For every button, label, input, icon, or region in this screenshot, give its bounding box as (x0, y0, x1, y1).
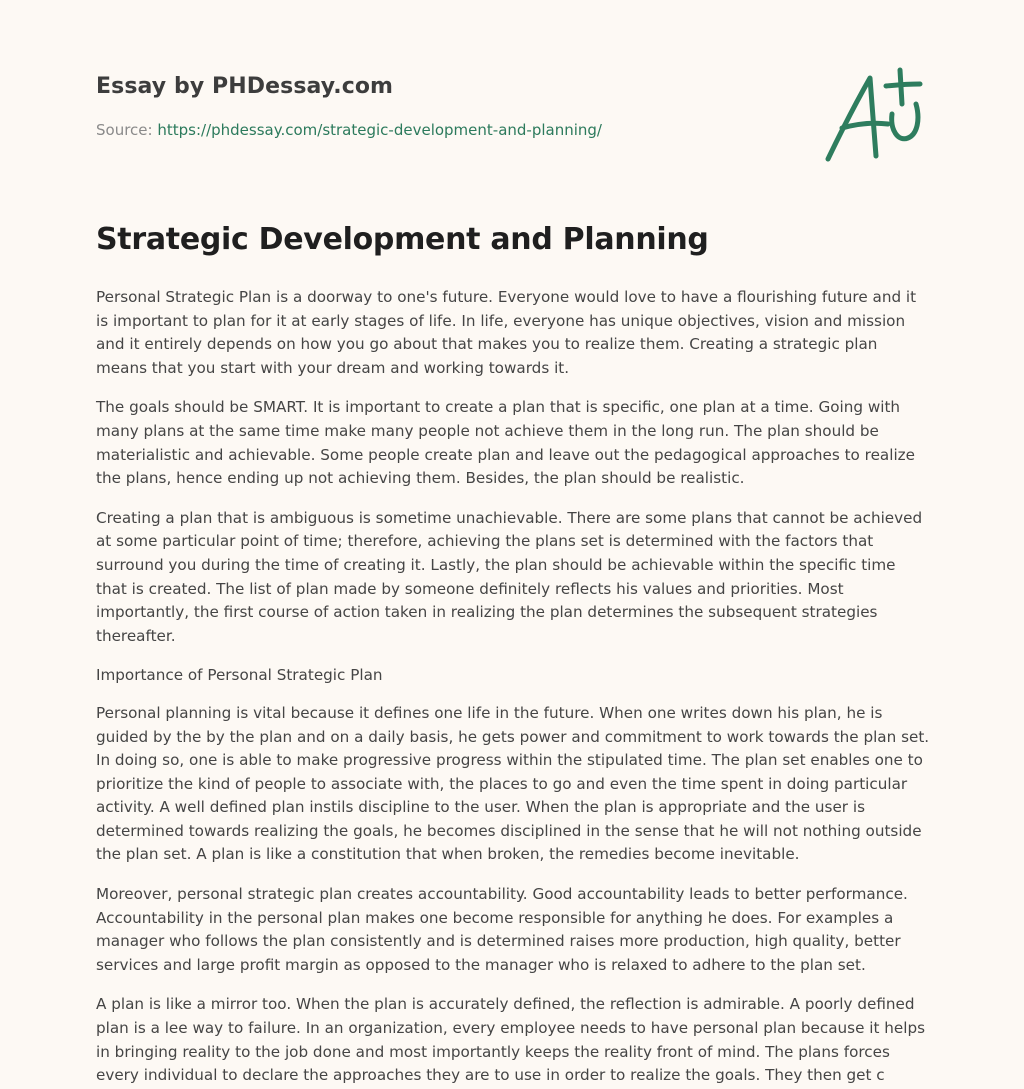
source-link[interactable]: https://phdessay.com/strategic-development-and-planning/ (157, 121, 602, 139)
essay-paragraph: A plan is like a mirror too. When the plan is accurately defined, the reflection is admirable. A poorly defined plan is a lee way to failure. In an organization, every employee needs to have personal plan because it helps in bringing reality to the job done and most importantly keeps the reality front of mind. The plans forces every individual to declare the approaches they are to use in order to realize the goals. They then get c (96, 995, 925, 1085)
essay-paragraph: Creating a plan that is ambiguous is sometime unachievable. There are some plans that cannot be achieved at some particular point of time; therefore, achieving the plans set is determined with the factors that surround you during the time of creating it. Lastly, the plan should be achievable within the specific time that is created. The list of plan made by someone definitely reflects his values and priorities. Most importantly, the first course of action taken in realizing the plan determines the subsequent strategies thereafter. (96, 508, 923, 645)
essay-paragraph: Personal Strategic Plan is a doorway to one's future. Everyone would love to have a flourishing future and it is important to plan for it at early stages of life. In life, everyone has unique objectives, vision and mission and it entirely depends on how you go about that makes you to realize them. Creating a strategic plan means that you start with your dream and working towards it. (96, 288, 917, 377)
section-subheading: Importance of Personal Strategic Plan (96, 666, 383, 685)
essay-body (96, 286, 930, 1088)
essay-title: Strategic Development and Planning (96, 222, 709, 257)
a-plus-logo-icon (820, 64, 930, 174)
source-label: Source: (96, 121, 153, 139)
site-title: Essay by PHDessay.com (96, 74, 394, 99)
essay-paragraph: The goals should be SMART. It is important to create a plan that is specific, one plan at a time. Going with many plans at the same time make many people not achieve them in the long run. The plan should be materialistic and achievable. Some people create plan and leave out the pedagogical approaches to realize the plans, hence ending up not achieving them. Besides, the plan should be realistic. (96, 398, 915, 488)
essay-paragraph: Personal planning is vital because it defines one life in the future. When one writes down his plan, he is guided by the by the plan and on a daily basis, he gets power and commitment to work towards the plan set. In doing so, one is able to make progressive progress within the stipulated time. The plan set enables one to prioritize the kind of people to associate with, the places to go and even the time spent in doing particular activity. A well defined plan instils discipline to the user. When the plan is appropriate and the user is determined towards realizing the goals, he becomes disciplined in the sense that he will not nothing outside the plan set. A plan is like a constitution that when broken, the remedies become inevitable. (96, 703, 930, 864)
essay-header (96, 74, 796, 139)
source-line (96, 121, 796, 139)
essay-paragraph: Moreover, personal strategic plan creates accountability. Good accountability leads to better performance. Accountability in the personal plan makes one become responsible for anything he does. For examples a manager who follows the plan consistently and is determined raises more production, high quality, better services and large profit margin as opposed to the manager who is relaxed to adhere to the plan set. (96, 885, 908, 974)
